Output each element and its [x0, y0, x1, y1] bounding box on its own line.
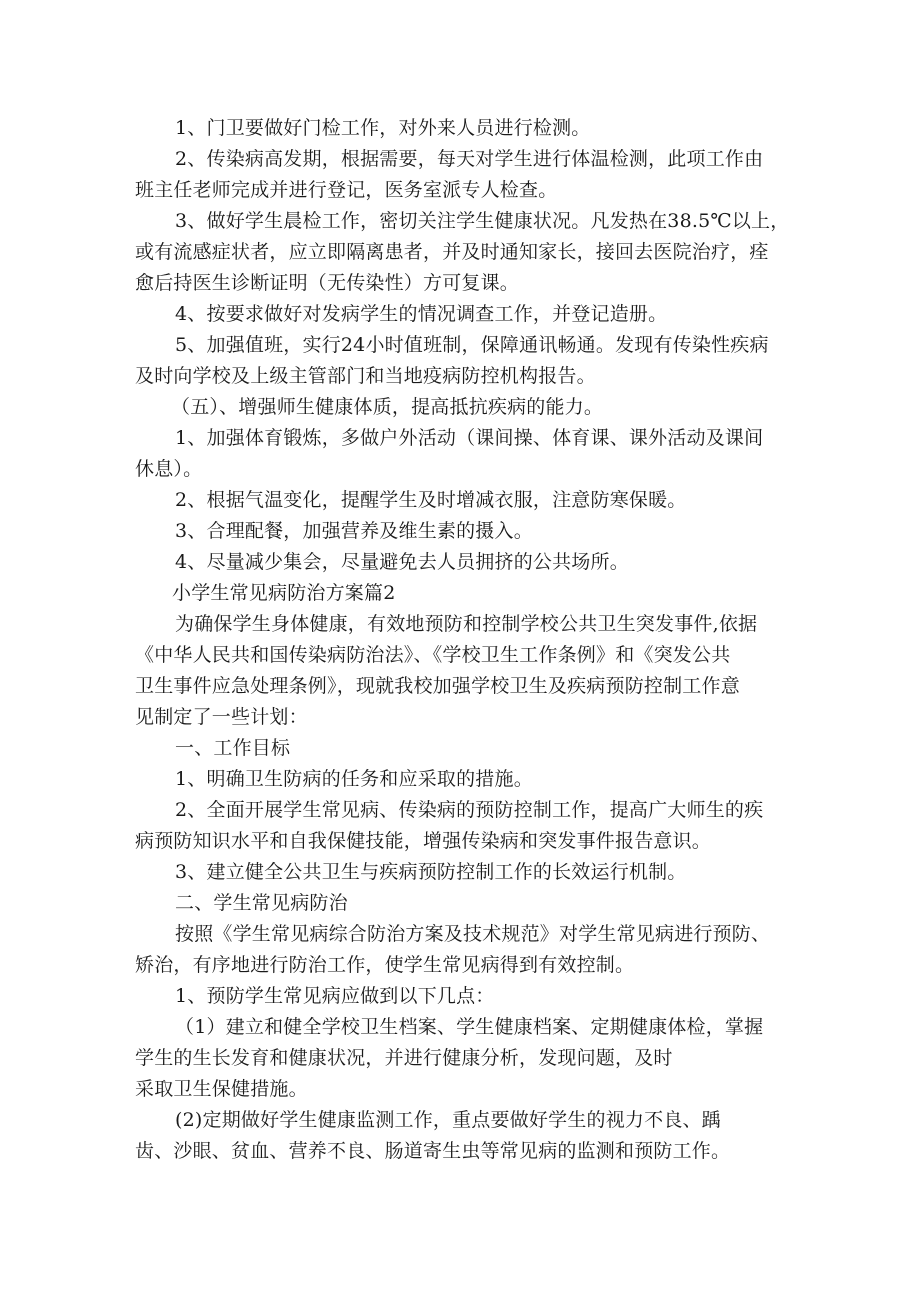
document-page: [135, 113, 795, 1167]
section-heading: 二、学生常见病防治: [175, 892, 348, 914]
text-line: 3、做好学生晨检工作，密切关注学生健康状况。凡发热在38.5℃以上，: [175, 210, 790, 232]
text-line: 1、明确卫生防病的任务和应采取的措施。: [175, 768, 533, 790]
text-line: 《中华人民共和国传染病防治法》、《学校卫生工作条例》和《突发公共: [135, 644, 731, 666]
section-heading: 一、工作目标: [175, 737, 291, 759]
text-line: 2、全面开展学生常见病、传染病的预防控制工作，提高广大师生的疾: [175, 799, 764, 821]
text-line: 愈后持医生诊断证明（无传染性）方可复课。: [135, 272, 520, 294]
text-line: 休息）。: [135, 458, 203, 480]
text-line: 或有流感症状者，应立即隔离患者，并及时通知家长，接回去医院治疗，痊: [135, 241, 769, 263]
text-line: 矫治，有序地进行防治工作，使学生常见病得到有效控制。: [135, 954, 635, 976]
text-line: （1）建立和健全学校卫生档案、学生健康档案、定期健康体检，掌握: [175, 1016, 764, 1038]
text-line: 病预防知识水平和自我保健技能，增强传染病和突发事件报告意识。: [135, 830, 712, 852]
text-line: 4、尽量减少集会，尽量避免去人员拥挤的公共场所。: [175, 551, 629, 573]
text-line: 2、根据气温变化，提醒学生及时增减衣服，注意防寒保暖。: [175, 489, 687, 511]
text-line: 1、加强体育锻炼，多做户外活动（课间操、体育课、课外活动及课间: [175, 427, 764, 449]
text-line: 班主任老师完成并进行登记，医务室派专人检查。: [135, 179, 558, 201]
text-line: 3、建立健全公共卫生与疾病预防控制工作的长效运行机制。: [175, 861, 687, 883]
text-line: 卫生事件应急处理条例》，现就我校加强学校卫生及疾病预防控制工作意: [135, 675, 740, 697]
section-title: 小学生常见病防治方案篇2: [172, 582, 396, 604]
text-line: (2)定期做好学生健康监测工作，重点要做好学生的视力不良、踽: [175, 1109, 721, 1131]
text-line: 齿、沙眼、贫血、营养不良、肠道寄生虫等常见病的监测和预防工作。: [135, 1140, 731, 1162]
text-line: 见制定了一些计划：: [135, 706, 308, 728]
section-heading: （五）、增强师生健康体质，提高抵抗疾病的能力。: [171, 396, 604, 418]
text-line: 采取卫生保健措施。: [135, 1078, 308, 1100]
text-line: 2、传染病高发期，根据需要，每天对学生进行体温检测，此项工作由: [175, 148, 764, 170]
text-line: 4、按要求做好对发病学生的情况调查工作，并登记造册。: [175, 303, 668, 325]
text-line: 1、预防学生常见病应做到以下几点：: [175, 985, 495, 1007]
text-line: 3、合理配餐，加强营养及维生素的摄入。: [175, 520, 533, 542]
text-line: 为确保学生身体健康，有效地预防和控制学校公共卫生突发事件,依据: [175, 613, 758, 635]
text-line: 及时向学校及上级主管部门和当地疫病防控机构报告。: [135, 365, 596, 387]
text-line: 按照《学生常见病综合防治方案及技术规范》对学生常见病进行预防、: [175, 923, 771, 945]
text-line: 学生的生长发育和健康状况，并进行健康分析，发现问题，及时: [135, 1047, 673, 1069]
text-line: 5、加强值班，实行24小时值班制，保障通讯畅通。发现有传染性疾病: [175, 334, 769, 356]
text-line: 1、门卫要做好门检工作，对外来人员进行检测。: [175, 117, 591, 139]
